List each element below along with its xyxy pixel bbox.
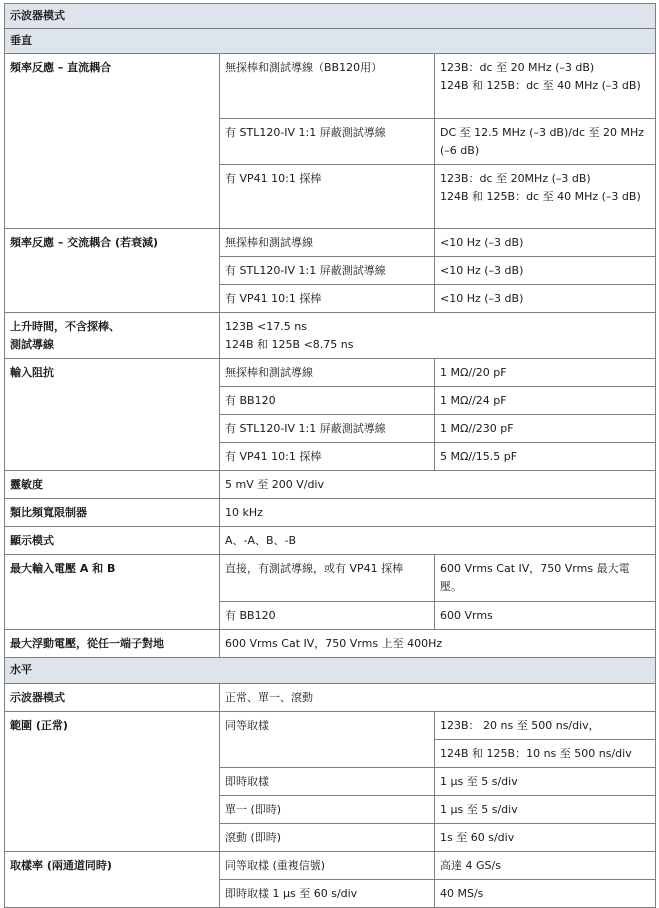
value-cell: 5 mV 至 200 V/div bbox=[220, 471, 656, 499]
section-heading-horizontal: 水平 bbox=[5, 658, 656, 684]
condition-cell: 有 BB120 bbox=[220, 602, 435, 630]
row-label-scope-modes: 示波器模式 bbox=[5, 684, 220, 712]
spec-table bbox=[4, 3, 656, 908]
row-label-freq-ac: 頻率反應 – 交流耦合 (若衰減) bbox=[5, 229, 220, 313]
condition-cell: 同等取樣 (重複信號) bbox=[220, 852, 435, 880]
row-label-sample-rate: 取樣率 (兩通道同時) bbox=[5, 852, 220, 908]
condition-cell: 有 VP41 10:1 探棒 bbox=[220, 285, 435, 313]
value-cell: 600 Vrms bbox=[435, 602, 656, 630]
value-cell: 5 MΩ//15.5 pF bbox=[435, 443, 656, 471]
value-cell: 124B 和 125B：10 ns 至 500 ns/div bbox=[435, 740, 656, 768]
condition-cell: 有 VP41 10:1 探棒 bbox=[220, 443, 435, 471]
value-cell: 40 MS/s bbox=[435, 880, 656, 908]
row-label-display-mode: 顯示模式 bbox=[5, 527, 220, 555]
row-label-bw-limiter: 類比頻寬限制器 bbox=[5, 499, 220, 527]
row-label-rise-time: 上升時間，不含探棒、 測試導線 bbox=[5, 313, 220, 359]
section-title-scope-mode: 示波器模式 bbox=[5, 4, 656, 29]
condition-cell: 有 STL120-IV 1:1 屏蔽測試導線 bbox=[220, 257, 435, 285]
value-cell: 1 µs 至 5 s/div bbox=[435, 796, 656, 824]
condition-cell: 無探棒和測試導線 bbox=[220, 359, 435, 387]
row-label-sensitivity: 靈敏度 bbox=[5, 471, 220, 499]
row-label-max-float: 最大浮動電壓，從任一端子對地 bbox=[5, 630, 220, 658]
condition-cell: 同等取樣 bbox=[220, 712, 435, 768]
condition-cell: 單一 (即時) bbox=[220, 796, 435, 824]
value-cell: A、-A、B、-B bbox=[220, 527, 656, 555]
value-cell: 高達 4 GS/s bbox=[435, 852, 656, 880]
value-cell: 123B：dc 至 20MHz (–3 dB) 124B 和 125B：dc 至 40 MHz (–3 dB) bbox=[435, 165, 656, 229]
section-heading-vertical: 垂直 bbox=[5, 29, 656, 54]
condition-cell: 滾動 (即時) bbox=[220, 824, 435, 852]
condition-cell: 直接，有測試導線，或有 VP41 探棒 bbox=[220, 555, 435, 602]
value-cell: 1 MΩ//24 pF bbox=[435, 387, 656, 415]
value-cell: 1 µs 至 5 s/div bbox=[435, 768, 656, 796]
value-cell: 123B：dc 至 20 MHz (–3 dB) 124B 和 125B：dc 至 40 MHz (–3 dB) bbox=[435, 54, 656, 119]
value-cell: 1 MΩ//20 pF bbox=[435, 359, 656, 387]
condition-cell: 無探棒和測試導線 bbox=[220, 229, 435, 257]
row-label-max-input: 最大輸入電壓 A 和 B bbox=[5, 555, 220, 630]
value-cell: 123B <17.5 ns 124B 和 125B <8.75 ns bbox=[220, 313, 656, 359]
row-label-input-impedance: 輸入阻抗 bbox=[5, 359, 220, 471]
condition-cell: 即時取樣 bbox=[220, 768, 435, 796]
condition-cell: 有 STL120-IV 1:1 屏蔽測試導線 bbox=[220, 415, 435, 443]
condition-cell: 即時取樣 1 µs 至 60 s/div bbox=[220, 880, 435, 908]
row-label-freq-dc: 頻率反應 – 直流耦合 bbox=[5, 54, 220, 229]
value-cell: <10 Hz (–3 dB) bbox=[435, 257, 656, 285]
value-cell: 10 kHz bbox=[220, 499, 656, 527]
value-cell: 1 MΩ//230 pF bbox=[435, 415, 656, 443]
row-label-range: 範圍 (正常) bbox=[5, 712, 220, 852]
value-cell: 600 Vrms Cat IV，750 Vrms 最大電壓。 bbox=[435, 555, 656, 602]
value-cell: 600 Vrms Cat IV，750 Vrms 上至 400Hz bbox=[220, 630, 656, 658]
value-cell: 正常、單一、滾動 bbox=[220, 684, 656, 712]
value-cell: <10 Hz (–3 dB) bbox=[435, 229, 656, 257]
condition-cell: 無探棒和測試導線（BB120用） bbox=[220, 54, 435, 119]
value-cell: <10 Hz (–3 dB) bbox=[435, 285, 656, 313]
value-cell: 123B： 20 ns 至 500 ns/div， bbox=[435, 712, 656, 740]
condition-cell: 有 VP41 10:1 探棒 bbox=[220, 165, 435, 229]
value-cell: 1s 至 60 s/div bbox=[435, 824, 656, 852]
value-cell: DC 至 12.5 MHz (–3 dB)/dc 至 20 MHz (–6 dB) bbox=[435, 119, 656, 165]
condition-cell: 有 BB120 bbox=[220, 387, 435, 415]
condition-cell: 有 STL120-IV 1:1 屏蔽測試導線 bbox=[220, 119, 435, 165]
